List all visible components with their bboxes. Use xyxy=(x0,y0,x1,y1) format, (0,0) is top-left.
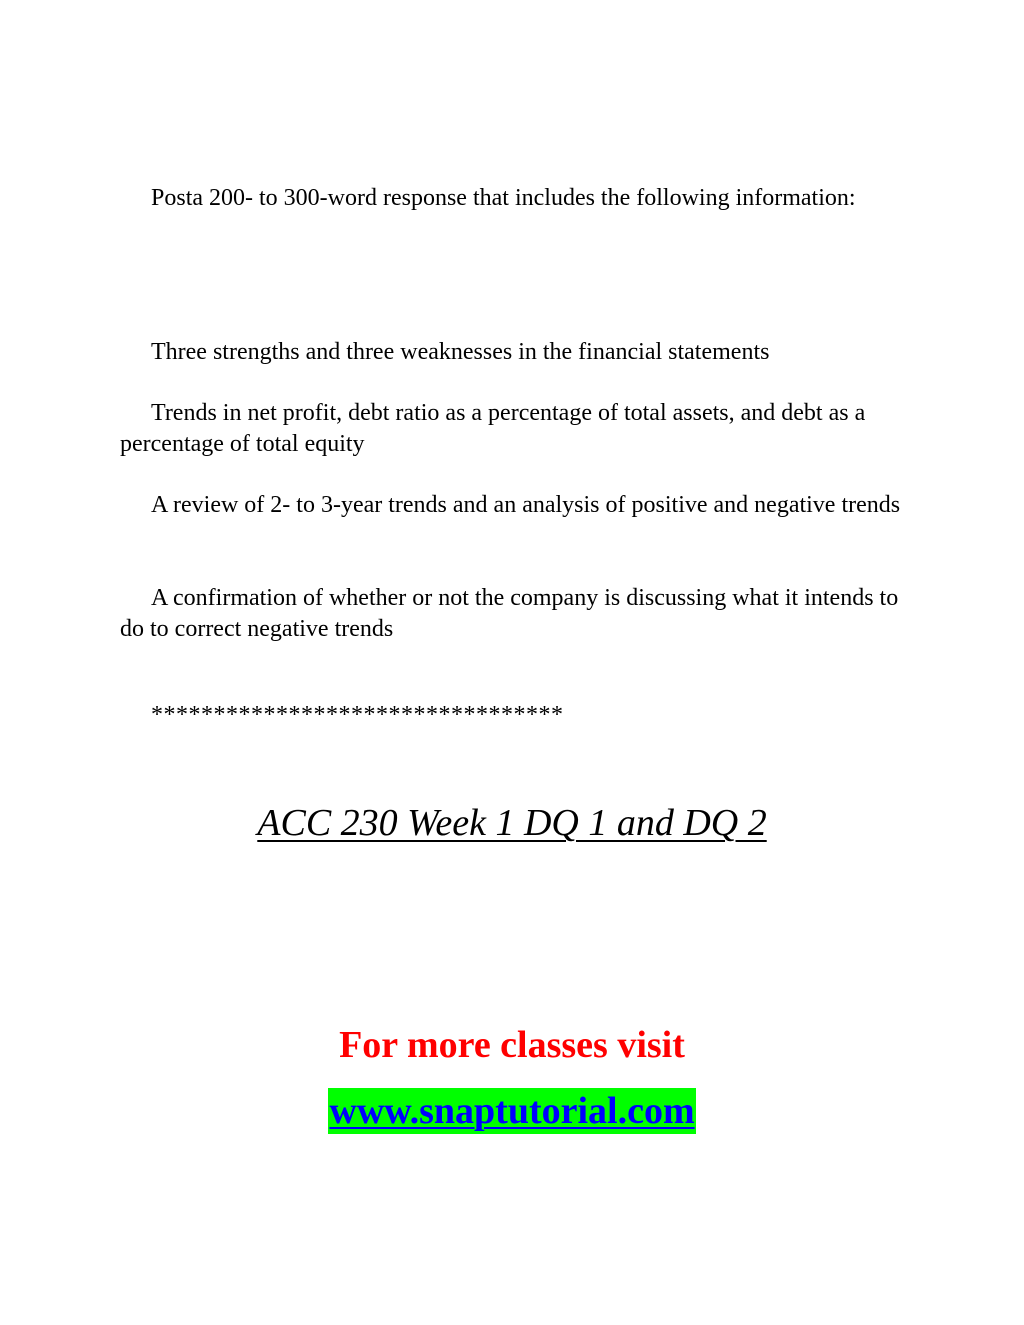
asterisk-separator: ********************************* xyxy=(151,702,564,728)
link-container xyxy=(0,1088,1024,1134)
requirement-confirmation: A confirmation of whether or not the company is discussing what it intends to do to correct negative trends xyxy=(120,585,899,642)
instruction-paragraph: Posta 200- to 300-word response that includes the following information: xyxy=(151,185,856,211)
promo-text: For more classes visit xyxy=(339,1024,685,1066)
website-link[interactable]: www.snaptutorial.com xyxy=(329,1090,695,1132)
course-title: ACC 230 Week 1 DQ 1 and DQ 2 xyxy=(257,802,767,844)
requirement-review: A review of 2- to 3-year trends and an analysis of positive and negative trends xyxy=(151,492,901,518)
requirement-trends: Trends in net profit, debt ratio as a percentage of total assets, and debt as a percentage of total equity xyxy=(120,400,866,457)
requirement-strengths-weaknesses: Three strengths and three weaknesses in the financial statements xyxy=(151,339,770,365)
